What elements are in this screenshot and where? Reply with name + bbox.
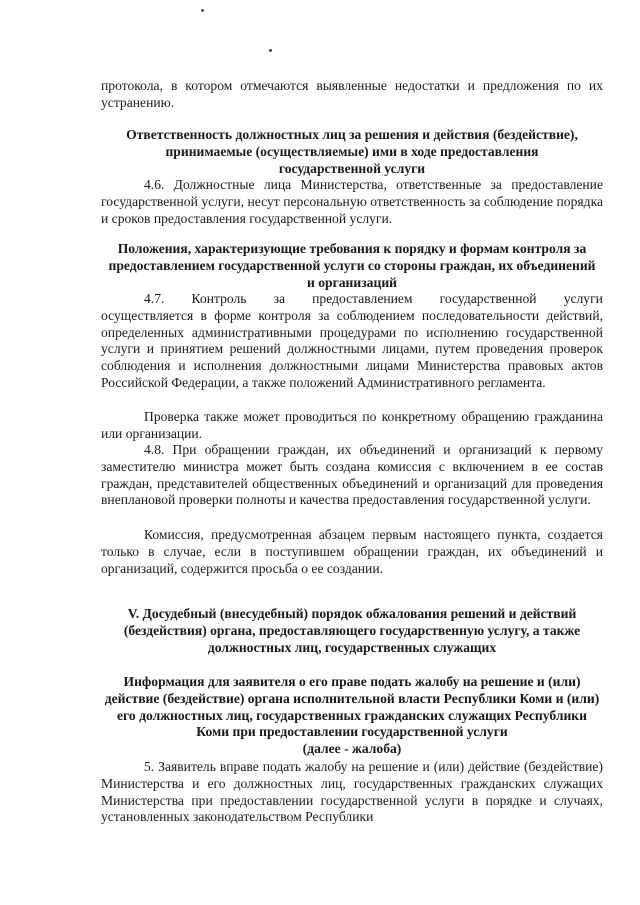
- word: за: [273, 291, 286, 306]
- scan-mark: [201, 9, 204, 12]
- heading-info: [101, 674, 603, 758]
- word: государственной: [439, 291, 537, 306]
- word: предоставлением: [312, 291, 413, 306]
- paragraph-5-text: 5. Заявитель вправе подать жалобу на решение и (или) действие (бездействие) Министерства и его должностных лиц, государственных гражданских служащих Министерства при предоставлении государственной услуги в порядке и случаях, установленных законодательством Республики: [101, 759, 603, 825]
- heading-responsibility: [101, 127, 603, 177]
- word: Контроль: [191, 291, 247, 306]
- word: 4.7.: [144, 291, 165, 306]
- intro-paragraph: [101, 78, 603, 112]
- intro-text: протокола, в котором отмечаются выявленные недостатки и предложения по их устранению.: [101, 78, 603, 110]
- paragraph-commission: [101, 527, 603, 577]
- paragraph-check: [101, 409, 603, 443]
- word: услуги: [563, 291, 603, 306]
- paragraph-check-text: Проверка также может проводиться по конкретному обращению гражданина или организации.: [101, 409, 603, 441]
- heading-info-subtitle: (далее - жалоба): [302, 741, 402, 757]
- scan-mark: [269, 49, 272, 52]
- paragraph-4-7-text: осуществляется в форме контроля за соблюдением последовательности действий, определенных административными процедурами по исполнению государственной услуги и принятием решений должностными лицами, путем проведения проверок соблюдения и исполнения должностными лицами Министерства правовых актов Российской Федерации, а также положений Административного регламента.: [101, 307, 603, 390]
- heading-responsibility-text: Ответственность должностных лиц за решения и действия (бездействие), принимаемые (осуществляемые) ими в ходе предоставления государственной услуги: [126, 127, 578, 176]
- paragraph-4-8: [101, 442, 603, 509]
- paragraph-commission-text: Комиссия, предусмотренная абзацем первым настоящего пункта, создается только в случае, если в поступившем обращении граждан, их объединений и организаций, содержится просьба о ее создании.: [101, 527, 603, 576]
- heading-section-5: [101, 606, 603, 656]
- paragraph-4-7-first-line: [101, 291, 603, 308]
- paragraph-5: [101, 759, 603, 826]
- paragraph-4-8-text: 4.8. При обращении граждан, их объединений и организаций к первому заместителю министра может быть создана комиссия с включением в ее состав граждан, представителей общественных объединений и организаций для проведения внеплановой проверки полноты и качества предоставления государственной услуги.: [101, 442, 603, 508]
- paragraph-4-6-text: 4.6. Должностные лица Министерства, ответственные за предоставление государственной услуги, несут персональную ответственность за соблюдение порядка и сроков предоставления государственной услуги.: [101, 177, 603, 226]
- heading-section-5-text: V. Досудебный (внесудебный) порядок обжалования решений и действий (бездействия) органа, предоставляющего государственную услугу, а также должностных лиц, государственных служащих: [123, 606, 581, 655]
- heading-info-text: Информация для заявителя о его праве подать жалобу на решение и (или) действие (бездействие) органа исполнительной власти Республики Коми и (или) его должностных лиц, государственных гражданских служащих Республики Коми при предоставлении государственной услуги: [104, 674, 600, 740]
- paragraph-4-7: [101, 291, 603, 392]
- paragraph-4-6: [101, 177, 603, 227]
- heading-control: [101, 241, 603, 291]
- heading-control-text: Положения, характеризующие требования к порядку и формам контроля за предоставлением государственной услуги со стороны граждан, их объединений и организаций: [108, 241, 596, 290]
